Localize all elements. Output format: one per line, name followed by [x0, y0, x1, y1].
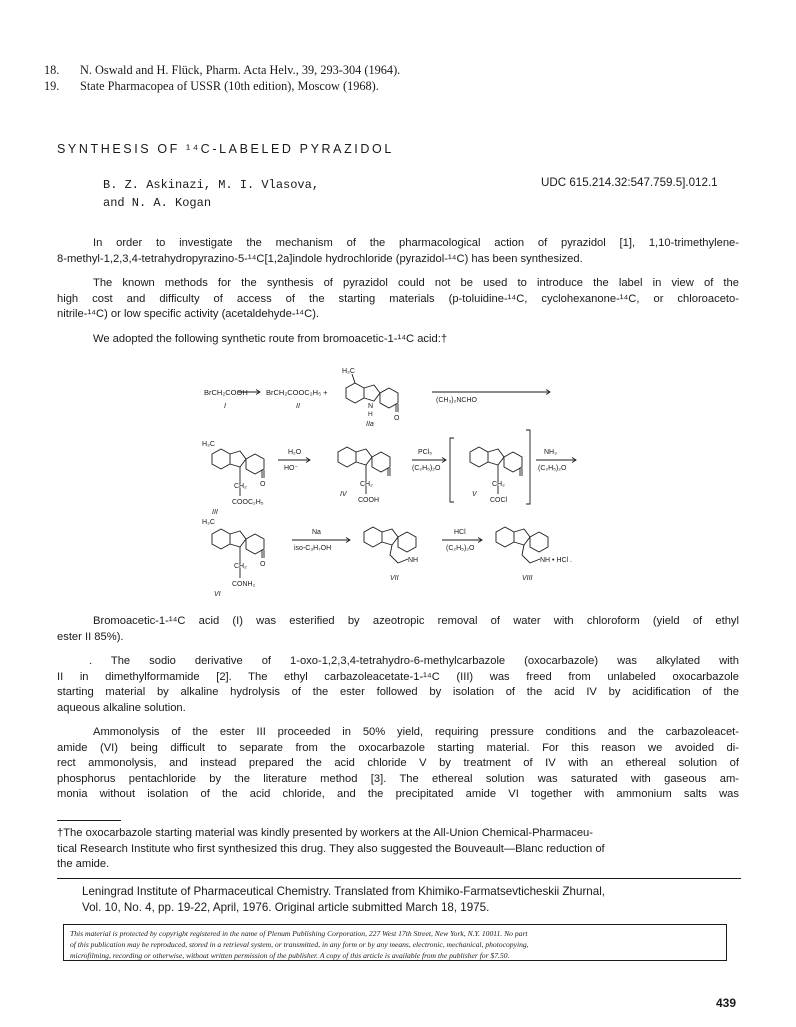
methyl-label: H₃C: [202, 519, 215, 526]
reagent-hcl: HCl: [454, 529, 466, 536]
copyright-notice: [63, 924, 727, 961]
compound-IIa-label: IIa: [366, 421, 374, 428]
reagent-sodium: Na: [312, 529, 321, 536]
udc-code: UDC 615.214.32:547.759.5].012.1: [541, 176, 718, 189]
reagent-isopropanol: iso-C₃H₇OH: [294, 545, 332, 552]
ch2-label: CH₂: [360, 481, 373, 488]
reagent-pcl5: PCl₅: [418, 449, 433, 456]
text-line: aqueous alkaline solution.: [57, 701, 186, 714]
affiliation: [82, 884, 605, 916]
footnote-divider: [57, 820, 121, 821]
copyright-line: microfilming, recording or otherwise, without written permission of the publisher. A copy of this article is available from the publisher for $7.50.: [70, 951, 510, 960]
compound-IV-label: IV: [340, 491, 347, 498]
reference-text: N. Oswald and H. Flück, Pharm. Acta Helv., 39, 293-304 (1964).: [80, 63, 401, 77]
copyright-line: This material is protected by copyright registered in the name of Plenum Publishing Corporation, 227 West 17th Street, New York, N.Y. 10011. No part: [70, 929, 528, 938]
hydrochloride-label: NH • HCl .: [540, 557, 573, 564]
authors-line: and N. A. Kogan: [103, 196, 212, 210]
footnote: [57, 826, 741, 873]
ch2-label: CH₂: [234, 483, 247, 490]
affiliation-line: Leningrad Institute of Pharmaceutical Chemistry. Translated from Khimiko-Farmatsevticheskii Zhurnal,: [82, 885, 605, 898]
affiliation-line: Vol. 10, No. 4, pp. 19-22, April, 1976. Original article submitted March 18, 1975.: [82, 901, 490, 914]
compound-III-label: III: [212, 509, 218, 516]
article-title: SYNTHESIS OF ¹⁴C-LABELED PYRAZIDOL: [57, 142, 394, 156]
text-line: ester II 85%).: [57, 630, 124, 643]
acid-chloride-label: COCl: [490, 497, 508, 504]
text-line: starting material by alkaline hydrolysis of the ester followed by isolation of the acid IV by acidification of the: [57, 686, 739, 699]
reagent-ammonia: NH₃: [544, 449, 557, 456]
methyl-label: H₃C: [202, 441, 215, 448]
text-line: The known methods for the synthesis of pyrazidol could not be used to introduce the label in view of the: [93, 277, 739, 289]
author-list: [103, 176, 319, 212]
compound-I-formula: BrCH₂COOH: [204, 388, 248, 397]
text-line: nitrile-¹⁴C) or low specific activity (acetaldehyde-¹⁴C).: [57, 308, 320, 321]
reagent-water: H₂O: [288, 449, 302, 456]
compound-II-formula: BrCH₂COOC₂H₅ +: [266, 388, 328, 397]
text-line: . The sodio derivative of 1-oxo-1,2,3,4-tetrahydro-6-methylcarbazole (oxocarbazole) was alkylated with: [89, 655, 739, 667]
footnote-line: tical Research Institute who first synthesized this drug. They also suggested the Bouveault—Blanc reduction of: [57, 842, 605, 855]
methyl-label: H₃C: [342, 368, 355, 375]
reagent-dmf: (CH₃)₂NCHO: [436, 397, 477, 404]
text-line: Ammonolysis of the ester III proceeded in 50% yield, requiring pressure conditions and the carbazoleacet-: [93, 726, 739, 738]
reference-number: 19.: [44, 79, 60, 93]
ch2-label: CH₂: [492, 481, 505, 488]
authors-line: B. Z. Askinazi, M. I. Vlasova,: [103, 178, 320, 192]
reagent-hydroxide: HO⁻: [284, 465, 299, 472]
reagent-ether: (C₂H₅)₂O: [446, 545, 475, 552]
compound-VIII-label: VIII: [522, 575, 533, 582]
compound-V-label: V: [472, 491, 477, 498]
paragraph-ammonolysis: [57, 725, 739, 803]
text-line: high cost and difficulty of access of the starting materials (p-toluidine-¹⁴C, cyclohexanone-¹⁴C, or chloroaceto-: [57, 292, 739, 305]
oxygen-label: O: [394, 415, 400, 422]
text-line: 8-methyl-1,2,3,4-tetrahydropyrazino-5-¹⁴C[1,2a]indole hydrochloride (pyrazidol-¹⁴C) has been synthesized.: [57, 252, 583, 265]
text-line: rect ammonolysis, and instead prepared the acid chloride V by treatment of IV with an ethereal solution of: [57, 757, 739, 770]
text-line: We adopted the following synthetic route from bromoacetic-1-¹⁴C acid:†: [93, 333, 448, 345]
paragraph-intro: [57, 236, 739, 267]
acid-group-label: COOH: [358, 497, 379, 504]
paragraph-alkylation: [57, 654, 739, 716]
paragraph-methods: [57, 276, 739, 323]
text-line: amide (VI) being difficult to separate from the oxocarbazole starting material. For this reason we avoided di-: [57, 741, 739, 754]
text-line: phosphorus pentachloride by the literature method [3]. The ethereal solution was saturated with gaseous am-: [57, 772, 739, 785]
compound-I-label: I: [224, 403, 226, 410]
oxygen-label: O: [260, 481, 266, 488]
amide-group-label: CONH₂: [232, 581, 256, 588]
text-line: monia without isolation of the acid chloride, and the precipitated amide VI together with ammonium salts was: [57, 788, 739, 801]
reagent-ether: (C₂H₅)₂O: [412, 465, 441, 472]
reaction-scheme: [200, 364, 600, 600]
reference-text: State Pharmacopea of USSR (10th edition), Moscow (1968).: [80, 79, 379, 93]
compound-VI-label: VI: [214, 591, 221, 598]
paragraph-esterification: [57, 614, 739, 645]
compound-VII-label: VII: [390, 575, 399, 582]
ch2-label: CH₂: [234, 563, 247, 570]
footnote-line: †The oxocarbazole starting material was kindly presented by workers at the All-Union Chemical-Pharmaceu-: [57, 827, 593, 839]
oxygen-label: O: [260, 561, 266, 568]
hydrogen-label: H: [368, 411, 373, 418]
affiliation-divider: [57, 878, 741, 879]
page-number: 439: [716, 996, 737, 1010]
reference-18: [44, 63, 400, 78]
reference-number: 18.: [44, 63, 60, 77]
text-line: Bromoacetic-1-¹⁴C acid (I) was esterified by azeotropic removal of water with chloroform (yield of ethyl: [93, 615, 739, 627]
nitrogen-label: N: [368, 403, 374, 410]
copyright-line: of this publication may be reproduced, stored in a retrieval system, or transmitted, in any form or by any means, electronic, mechanical, photocopying,: [70, 940, 529, 949]
reagent-ether: (C₂H₅)₂O: [538, 465, 567, 472]
text-line: In order to investigate the mechanism of the pharmacological action of pyrazidol [1], 1,10-trimethylene-: [93, 237, 739, 249]
text-line: II in dimethylformamide [2]. The ethyl carbazoleacetate-1-¹⁴C (III) was freed from unlabeled oxocarbazole: [57, 670, 739, 683]
footnote-line: the amide.: [57, 858, 110, 871]
ester-group-label: COOC₂H₅: [232, 499, 264, 506]
compound-II-label: II: [296, 403, 300, 410]
reference-19: [44, 79, 379, 94]
paragraph-route: [57, 332, 739, 348]
nh-label: NH: [408, 557, 419, 564]
